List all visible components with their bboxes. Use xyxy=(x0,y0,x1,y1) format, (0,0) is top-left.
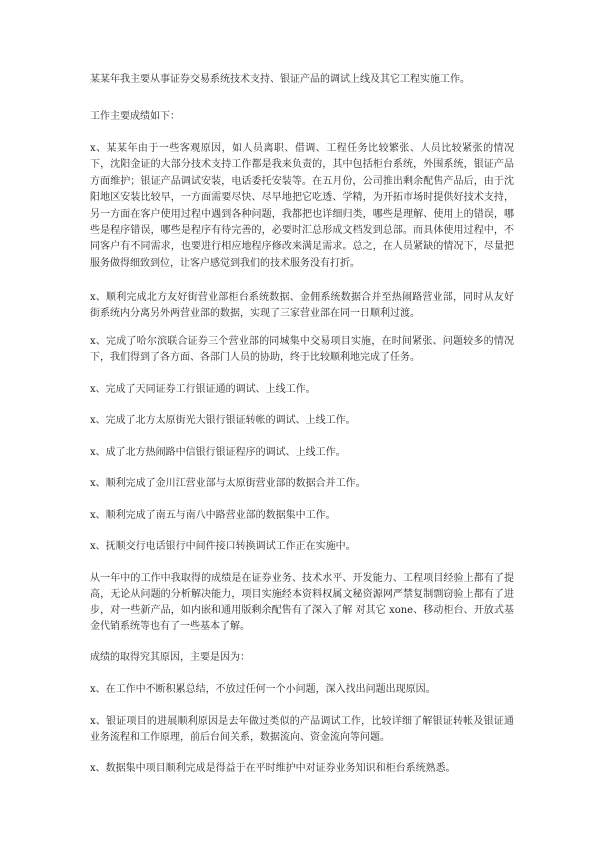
achievement-item-nanwu: x、顺利完成了南五与南八中路营业部的数据集中工作。 xyxy=(90,510,336,521)
achievement-item-tiantong: x、完成了天同证券工行银证通的调试、上线工作。 xyxy=(90,384,316,395)
achievement-item-fushun: x、抚顺交行电话银行中间件接口转换调试工作正在实施中。 xyxy=(90,541,356,552)
achievement-item-citic: x、成了北方热闹路中信银行银证程序的调试、上线工作。 xyxy=(90,447,346,458)
reasons-heading: 成绩的取得究其原因，主要是因为： xyxy=(90,652,250,663)
achievement-item-jinchuanjiang: x、顺利完成了金川江营业部与太原街营业部的数据合并工作。 xyxy=(90,478,366,489)
summary-paragraph: 从一年中的工作中我取得的成绩是在证券业务、技术水平、开发能力、工程项目经验上都有了提高，无论从问题的分析解决能力，项目实施经本资料权属文秘资源网严禁复制剽窃验上都有了进步，对一些新产品，如内嵌和通用版剩余配售有了深入了解 对其它 xone、移动柜台、开放式基金代销系统等也有了一些基本了解。 xyxy=(90,573,514,632)
reason-item-data-centralization: x、数据集中项目顺利完成是得益于在平时维护中对证券业务知识和柜台系统熟悉。 xyxy=(90,763,456,774)
reason-item-accumulate: x、在工作中不断积累总结，不放过任何一个小问题，深入找出问题出现原因。 xyxy=(90,684,436,695)
intro-paragraph: 某某年我主要从事证券交易系统技术支持、银证产品的调试上线及其它工程实施工作。 xyxy=(90,74,470,85)
achievement-item-support: x、某某年由于一些客观原因，如人员离职、借调、工程任务比较繁张、人员比较紧张的情况下，沈阳金证的大部分技术支持工作都是我来负责的，其中包括柜台系统，外围系统，银证产品方面维护；银证产品调试安装，电话委托安装等。在五月份，公司推出剩余配售产品后，由于沈阳地区安装比较早，一方面需要尽快、尽早地把它吃透、学精，为开拓市场时提供好技术支持，另一方面在客户使用过程中遇到各种问题，我都把也详细归类，哪些是理解、使用上的错误，哪些是程序错误，哪些是程序有待完善的，必要时汇总形成文档发到总部。而具体使用过程中，不同客户有不同需求，也要进行相应地程序修改来满足需求。总之，在人员紧缺的情况下，尽量把服务做得细致到位，让客户感觉到我们的技术服务没有打折。 xyxy=(90,143,514,269)
achievement-item-harbin: x、完成了哈尔滨联合证券三个营业部的同城集中交易项目实施，在时间紧张、问题较多的情况下，我们得到了各方面、各部门人员的协助，终于比较顺利地完成了任务。 xyxy=(90,336,514,363)
achievement-item-everbright: x、完成了北方太原街光大银行银证转帐的调试、上线工作。 xyxy=(90,415,356,426)
achievement-item-merge-youhaojie: x、顺利完成北方友好街营业部柜台系统数据、金佣系统数据合并至热闹路营业部，同时从友好街系统内分离另外两营业部的数据，实现了三家营业部在同一日顺利过渡。 xyxy=(90,292,514,319)
achievements-heading: 工作主要成绩如下： xyxy=(90,111,180,122)
reason-item-bank-securities: x、银证项目的进展顺利原因是去年做过类似的产品调试工作，比较详细了解银证转帐及银证通业务流程和工作原理，前后台间关系，数据流向、资金流向等问题。 xyxy=(90,716,514,743)
